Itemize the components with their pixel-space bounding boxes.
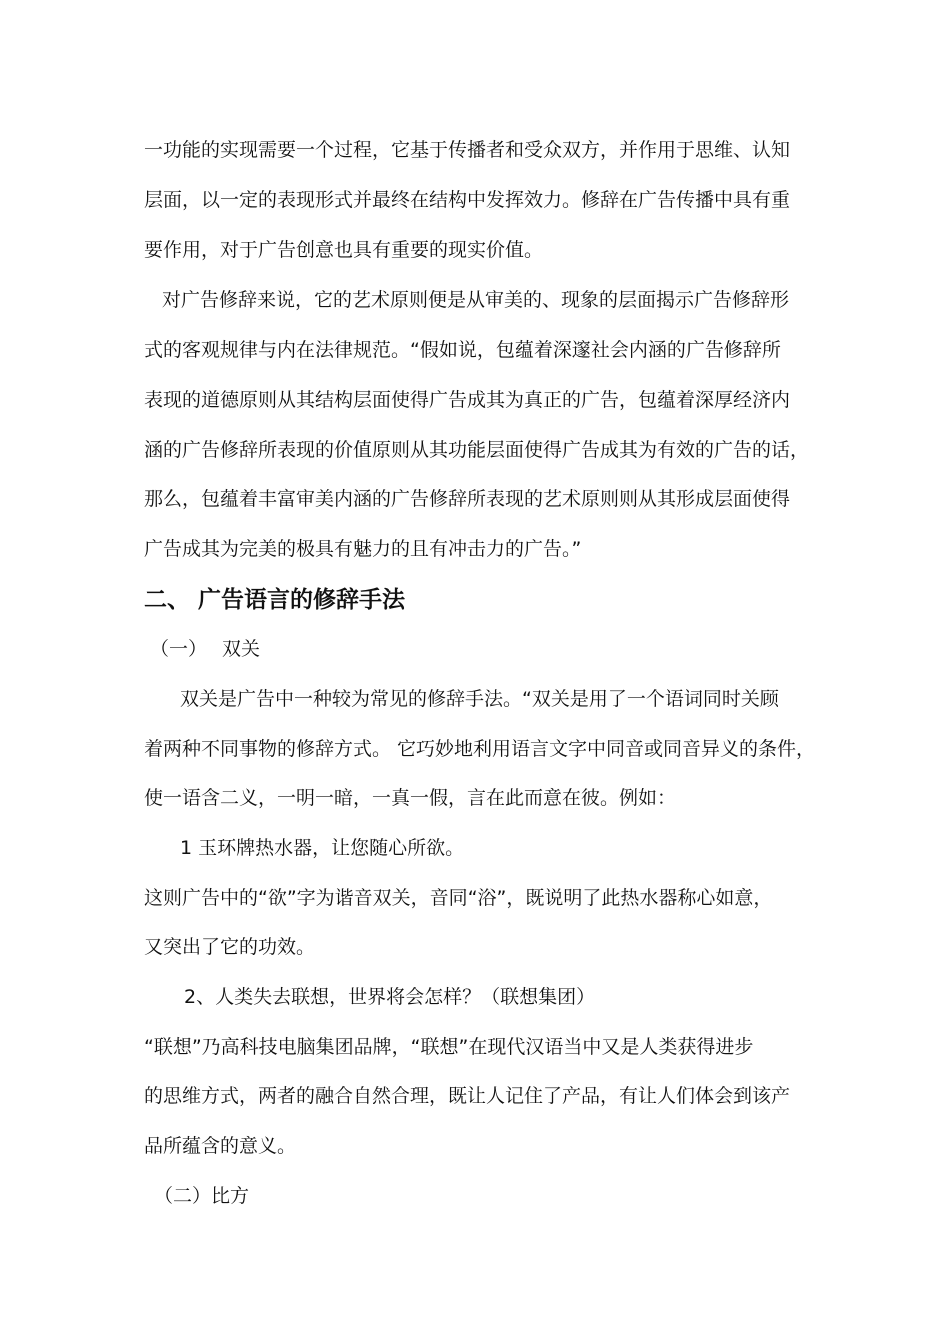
art-line-5: 那么，包蕴着丰富审美内涵的广告修辞所表现的艺术原则则从其形成层面使得: [144, 488, 791, 510]
intro-line-3: 要作用，对于广告创意也具有重要的现实价值。: [144, 239, 544, 261]
example-1-line-1: 这则广告中的“欲”字为谐音双关，音同“浴”，既说明了此热水器称心如意，: [144, 887, 773, 909]
art-line-4: 涵的广告修辞所表现的价值原则从其功能层面使得广告成其为有效的广告的话，: [144, 439, 810, 461]
pun-def-line-2: 着两种不同事物的修辞方式。 它巧妙地利用语言文字中同音或同音异义的条件，: [144, 738, 816, 760]
example-1: 1 玉环牌热水器，让您随心所欲。: [180, 837, 465, 859]
intro-line-2: 层面，以一定的表现形式并最终在结构中发挥效力。修辞在广告传播中具有重: [144, 189, 791, 211]
art-line-1: 对广告修辞来说，它的艺术原则便是从审美的、现象的层面揭示广告修辞形: [162, 289, 790, 311]
example-2-line-2: 的思维方式，两者的融合自然合理，既让人记住了产品，有让人们体会到该产: [144, 1085, 791, 1107]
subsection-1-heading: [150, 637, 260, 661]
subsection-1-number: （一）: [150, 638, 208, 660]
art-line-6: 广告成其为完美的极具有魅力的且有冲击力的广告。”: [144, 538, 582, 560]
section-heading: 二、 广告语言的修辞手法: [144, 587, 406, 613]
pun-def-line-1: 双关是广告中一种较为常见的修辞手法。“双关是用了一个语词同时关顾: [180, 688, 779, 710]
pun-def-line-3: 使一语含二义，一明一暗，一真一假，言在此而意在彼。例如：: [144, 787, 677, 809]
subsection-2-heading: （二）比方: [154, 1185, 250, 1207]
example-2-line-1: “联想”乃高科技电脑集团品牌，“联想”在现代汉语当中又是人类获得进步: [144, 1036, 754, 1058]
example-1-line-2: 又突出了它的功效。: [144, 936, 316, 958]
art-line-2: 式的客观规律与内在法律规范。“假如说，包蕴着深邃社会内涵的广告修辞所: [144, 339, 781, 361]
example-2-line-3: 品所蕴含的意义。: [144, 1135, 297, 1157]
example-2: 2、人类失去联想，世界将会怎样？（联想集团）: [184, 986, 596, 1008]
subsection-1-title: 双关: [222, 638, 261, 660]
art-line-3: 表现的道德原则从其结构层面使得广告成其为真正的广告，包蕴着深厚经济内: [144, 389, 791, 411]
intro-line-1: 一功能的实现需要一个过程，它基于传播者和受众双方，并作用于思维、认知: [144, 139, 791, 161]
